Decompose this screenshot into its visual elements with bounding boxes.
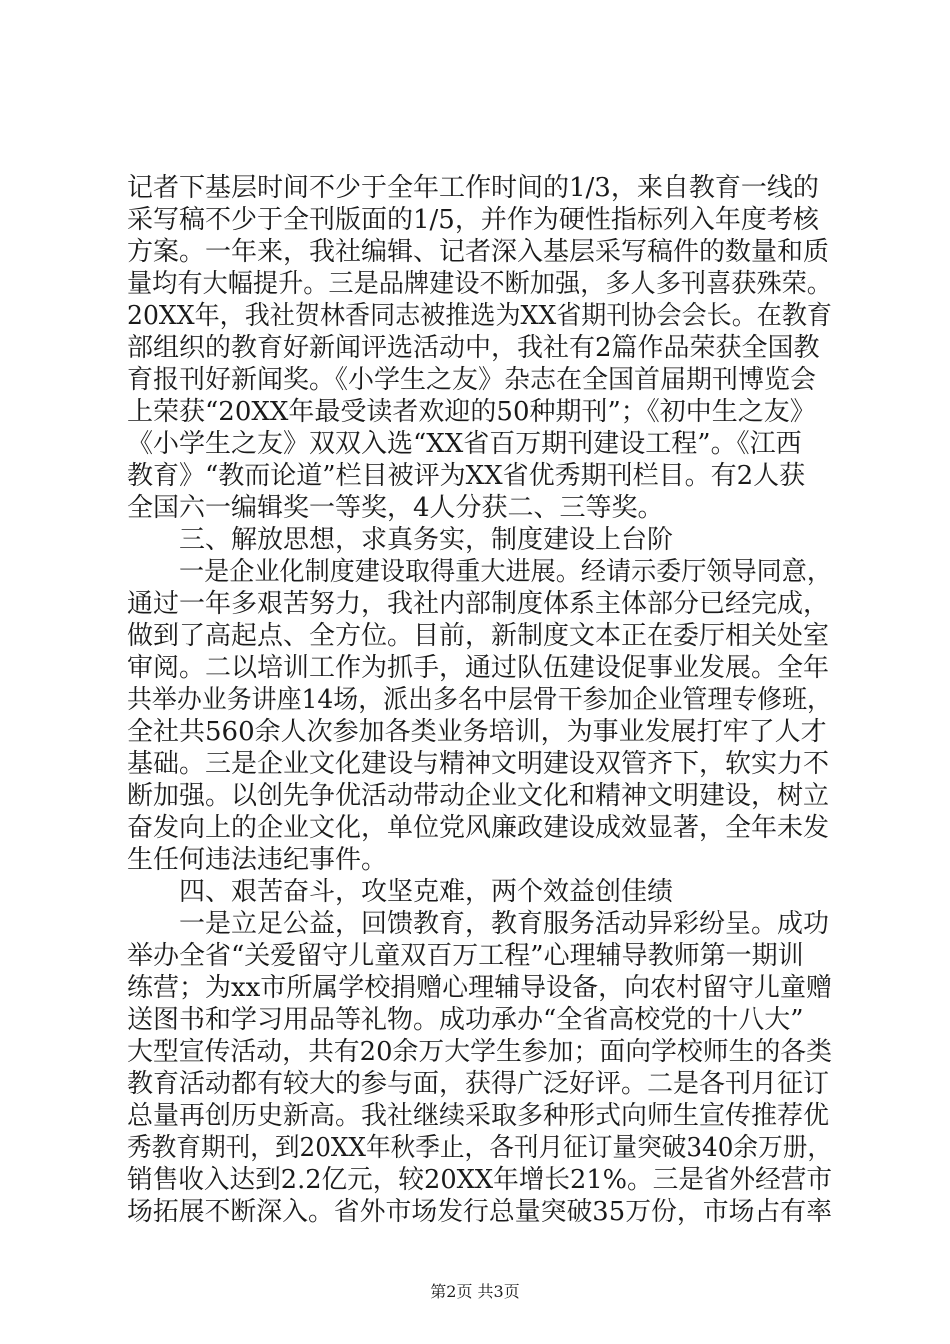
section-heading: 四、艰苦奋斗，攻坚克难，两个效益创佳绩 [179, 877, 674, 907]
paragraph-line: 送图书和学习用品等礼物。成功承办“全省高校党的十八大” [127, 1005, 804, 1035]
paragraph-line: 大型宣传活动，共有20余万大学生参加；面向学校师生的各类 [127, 1037, 832, 1067]
paragraph-line: 秀教育期刊，到20XX年秋季止，各刊月征订量突破340余万册， [127, 1133, 832, 1163]
paragraph-line: 共举办业务讲座14场，派出多名中层骨干参加企业管理专修班， [127, 685, 832, 715]
document-body [127, 172, 832, 1228]
paragraph-line: 奋发向上的企业文化，单位党风廉政建设成效显著，全年未发 [127, 813, 830, 843]
paragraph-line: 全国六一编辑奖一等奖，4人分获二、三等奖。 [127, 493, 664, 523]
paragraph-line: 部组织的教育好新闻评选活动中，我社有2篇作品荣获全国教 [127, 333, 820, 363]
paragraph-line: 举办全省“关爱留守儿童双百万工程”心理辅导教师第一期训 [127, 941, 804, 971]
paragraph-line: 场拓展不断深入。省外市场发行总量突破35万份，市场占有率 [127, 1197, 832, 1227]
paragraph-line: 做到了高起点、全方位。目前，新制度文本正在委厅相关处室 [127, 621, 830, 651]
paragraph-line: 生任何违法违纪事件。 [127, 845, 388, 875]
paragraph-line: 总量再创历史新高。我社继续采取多种形式向师生宣传推荐优 [127, 1101, 830, 1131]
paragraph-line: 练营；为xx市所属学校捐赠心理辅导设备，向农村留守儿童赠 [127, 973, 832, 1003]
paragraph-line: 教育》“教而论道”栏目被评为XX省优秀期刊栏目。有2人获 [127, 461, 806, 491]
paragraph-line: 教育活动都有较大的参与面，获得广泛好评。二是各刊月征订 [127, 1069, 830, 1099]
paragraph-line: 一是企业化制度建设取得重大进展。经请示委厅领导同意， [179, 557, 832, 587]
paragraph-line: 20XX年，我社贺林香同志被推选为XX省期刊协会会长。在教育 [127, 301, 832, 331]
paragraph-line: 一是立足公益，回馈教育，教育服务活动异彩纷呈。成功 [179, 909, 830, 939]
page-footer: 第2页 共3页 [430, 1282, 520, 1301]
paragraph-line: 方案。一年来，我社编辑、记者深入基层采写稿件的数量和质 [127, 237, 830, 267]
section-heading: 三、解放思想，求真务实，制度建设上台阶 [179, 525, 674, 555]
paragraph-line: 采写稿不少于全刊版面的1/5，并作为硬性指标列入年度考核 [127, 205, 819, 235]
paragraph-line: 基础。三是企业文化建设与精神文明建设双管齐下，软实力不 [127, 749, 830, 779]
paragraph-line: 通过一年多艰苦努力，我社内部制度体系主体部分已经完成， [127, 589, 830, 619]
paragraph-line: 上荣获“20XX年最受读者欢迎的50种期刊”；《初中生之友》 [127, 397, 816, 427]
paragraph-line: 审阅。二以培训工作为抓手，通过队伍建设促事业发展。全年 [127, 653, 830, 683]
paragraph-line: 《小学生之友》双双入选“XX省百万期刊建设工程”。《江西 [127, 429, 802, 459]
paragraph-line: 记者下基层时间不少于全年工作时间的1/3，来自教育一线的 [127, 173, 819, 203]
paragraph-line: 育报刊好新闻奖。《小学生之友》杂志在全国首届期刊博览会 [127, 365, 817, 395]
paragraph-line: 断加强。以创先争优活动带动企业文化和精神文明建设，树立 [127, 781, 830, 811]
paragraph-line: 量均有大幅提升。三是品牌建设不断加强，多人多刊喜获殊荣。 [127, 269, 832, 299]
paragraph-line: 销售收入达到2.2亿元，较20XX年增长21%。三是省外经营市 [127, 1165, 832, 1195]
paragraph-line: 全社共560余人次参加各类业务培训，为事业发展打牢了人才 [127, 717, 827, 747]
